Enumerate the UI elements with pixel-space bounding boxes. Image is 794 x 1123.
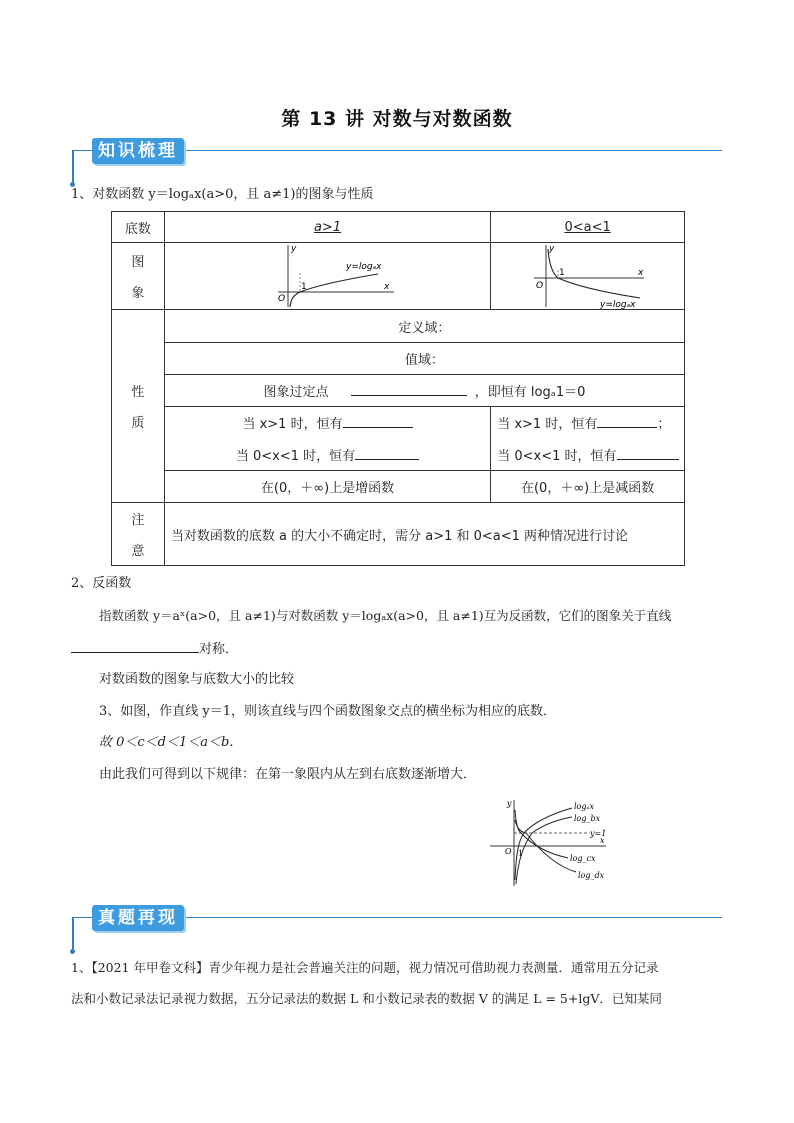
note-label-2: 意	[131, 544, 145, 559]
label-log-d: log_dx	[578, 871, 605, 880]
gt1-x-gt1-blank	[343, 413, 413, 428]
label-log-b: log_bx	[574, 814, 601, 823]
section-header-exam	[70, 905, 722, 935]
origin-label: O	[535, 281, 543, 291]
curve-label-lt1: y=logₐx	[599, 300, 636, 309]
property-label-1: 性	[131, 385, 145, 400]
case-gt1: a>1	[313, 219, 342, 235]
item3-line2: 故 0＜c＜d＜1＜a＜b.	[99, 735, 234, 750]
label-y1: y=1	[590, 829, 607, 838]
note-cell	[164, 503, 684, 566]
origin-label: O	[277, 294, 285, 304]
curve-label-gt1: y=logₐx	[345, 262, 381, 272]
property-label-2: 质	[131, 416, 145, 431]
fixed-point-prefix: 图象过定点	[263, 385, 329, 400]
section-header-knowledge	[70, 138, 722, 168]
graph-lt1	[528, 243, 648, 309]
item2-line2-suffix: 对称．	[199, 642, 239, 657]
item1-heading: 1、对数函数 y＝logₐx(a>0，且 a≠1)的图象与性质	[71, 187, 374, 202]
tick-one-label: 1	[558, 268, 565, 278]
label-log-a: logₐx	[574, 802, 595, 811]
note-label-cell	[112, 503, 165, 566]
note-text: 当对数函数的底数 a 的大小不确定时，需分 a>1 和 0<a<1 两种情况进行讨论	[170, 528, 629, 544]
symmetry-line-blank	[71, 638, 199, 653]
axis-y-label: y	[507, 799, 512, 808]
graph-gt1	[258, 243, 398, 309]
fixed-point-suffix: ，即恒有 logₐ1＝0	[474, 385, 586, 400]
graph-label-2: 象	[131, 286, 145, 301]
gt1-x-lt1-text: 当 0<x<1 时，恒有	[235, 448, 356, 464]
gt1-x-lt1-cell	[164, 439, 490, 471]
lt1-x-lt1-text: 当 0<x<1 时，恒有	[497, 448, 617, 464]
section-label-knowledge: 知识梳理	[92, 138, 184, 164]
item2-line1: 指数函数 y＝aˣ(a>0，且 a≠1)与对数函数 y＝logₐx(a>0，且 a≠1)互为反函数，它们的图象关于直线	[99, 608, 672, 623]
decreasing-text: 在(0，＋∞)上是减函数	[520, 481, 655, 496]
fixed-point-cell	[164, 375, 684, 407]
item3-line3: 由此我们可得到以下规律：在第一象限内从左到右底数逐渐增大．	[99, 767, 477, 782]
axis-y-label: y	[548, 244, 554, 254]
domain-cell	[164, 310, 684, 343]
item3-line1: 3、如图，作直线 y＝1，则该直线与四个函数图象交点的横坐标为相应的底数．	[99, 704, 557, 719]
label-log-c: log_cx	[570, 854, 596, 863]
gt1-x-lt1-blank	[355, 445, 419, 460]
graph-lt1-cell	[491, 243, 685, 310]
graph-label-1: 图	[131, 255, 145, 270]
lt1-x-gt1-text: 当 x>1 时，恒有	[497, 417, 598, 433]
header-bar	[72, 150, 74, 184]
lt1-x-lt1-blank	[617, 445, 679, 460]
note-label-1: 注	[131, 513, 145, 528]
item2-line2	[71, 638, 238, 660]
case-lt1: 0<a<1	[564, 219, 611, 235]
section-label-exam: 真题再现	[92, 905, 184, 931]
axis-x-label: x	[383, 282, 389, 292]
origin-label: O	[505, 847, 512, 856]
property-label-cell	[112, 310, 165, 503]
graph-gt1-cell	[164, 243, 490, 310]
graph-label-cell	[112, 243, 165, 310]
header-bar	[72, 917, 74, 951]
gt1-x-gt1-text: 当 x>1 时，恒有	[242, 417, 343, 433]
decreasing-cell	[491, 471, 685, 503]
item2-heading: 2、反函数	[71, 576, 132, 591]
log-properties-table	[111, 211, 685, 566]
tick-one-label: 1	[300, 282, 307, 292]
range-cell	[164, 343, 684, 375]
axis-y-label: y	[290, 244, 296, 254]
lt1-x-lt1-cell	[491, 439, 685, 471]
case-gt1-cell	[164, 212, 490, 243]
axis-x-label: x	[600, 836, 605, 845]
domain-text: 定义域：	[398, 320, 451, 336]
gt1-x-gt1-cell	[164, 407, 490, 439]
lt1-x-gt1-blank	[597, 413, 657, 428]
increasing-text: 在(0，＋∞)上是增函数	[260, 481, 395, 496]
base-header: 底数	[124, 221, 151, 237]
fixed-point-blank	[351, 381, 467, 396]
lt1-x-gt1-cell	[491, 407, 685, 439]
item2-subheading: 对数函数的图象与底数大小的比较	[99, 672, 295, 687]
axis-x-label: x	[637, 268, 643, 278]
problem1-line1: 1、【2021 年甲卷文科】青少年视力是社会普遍关注的问题，视力情况可借助视力表测量．通常用五分记录	[71, 960, 659, 975]
problem1-line2: 法和小数记录法记录视力数据，五分记录法的数据 L 和小数记录表的数据 V 的满足 L = 5+lgV．已知某同	[71, 991, 662, 1006]
case-lt1-cell	[491, 212, 685, 243]
base-header-cell	[112, 212, 165, 243]
curve-log-b	[516, 817, 572, 884]
lt1-x-gt1-end: ；	[657, 417, 671, 433]
page-title: 第 13 讲 对数与对数函数	[281, 108, 513, 130]
header-dot	[70, 949, 75, 954]
tick-one-label: 1	[518, 849, 524, 858]
increasing-cell	[164, 471, 490, 503]
four-log-curves-figure	[488, 796, 616, 888]
range-text: 值域：	[404, 353, 444, 368]
